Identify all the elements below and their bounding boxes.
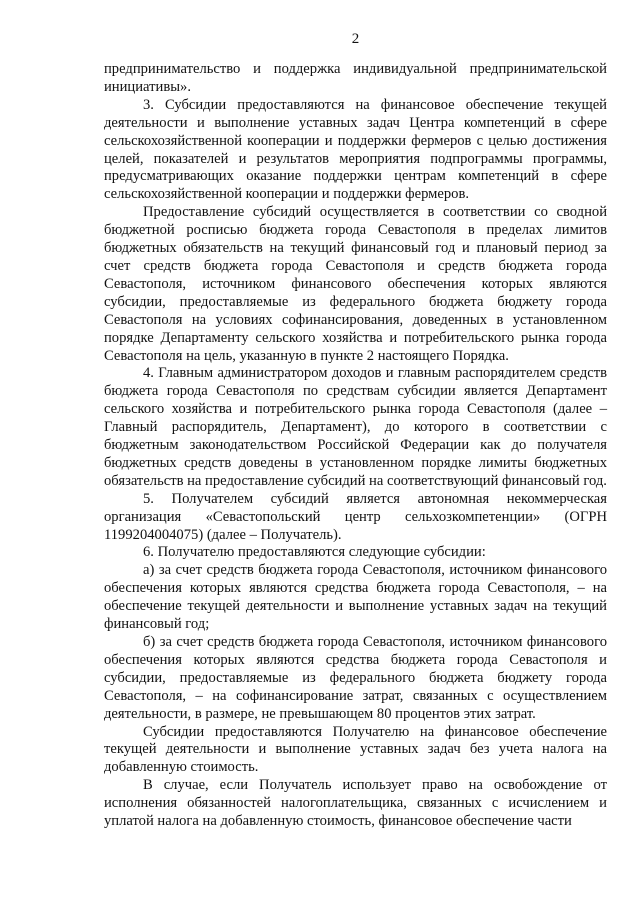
page-number: 2: [351, 31, 360, 47]
paragraph: 3. Субсидии предоставляются на финансовое обеспечение текущей деятельности и выполнение уставных задач Центра компетенций в сфере сельскохозяйственной кооперации и поддержки фермеров с целью достижения целей, показателей и результатов мероприятия подпрограммы программы, предусматривающих оказание поддержки центрам компетенций в сфере сельскохозяйственной кооперации и поддержки фермеров.: [104, 96, 607, 203]
paragraph: Предоставление субсидий осуществляется в соответствии со сводной бюджетной росписью бюджета города Севастополя в пределах лимитов бюджетных обязательств на текущий финансовый год и плановый период за счет средств бюджета города Севастополя и средств бюджета города Севастополя, источником финансового обеспечения которых являются субсидии, предоставляемые из федерального бюджета бюджету города Севастополя на условиях софинансирования, доведенных в установленном порядке Департаменту сельского хозяйства и потребительского рынка города Севастополя на цель, указанную в пункте 2 настоящего Порядка.: [104, 204, 607, 364]
paragraph: предпринимательство и поддержка индивидуальной предпринимательской инициативы».: [104, 61, 607, 95]
paragraph: б) за счет средств бюджета города Севастополя, источником финансового обеспечения которых являются средства бюджета города Севастополя и субсидии, предоставляемые из федерального бюджета бюджету города Севастополя, – на софинансирование затрат, связанных с осуществлением деятельности, в размере, не превышающем 80 процентов этих затрат.: [104, 634, 607, 722]
document-body: [104, 61, 607, 831]
paragraph: 4. Главным администратором доходов и главным распорядителем средств бюджета города Севастополя по средствам субсидии является Департамент сельского хозяйства и потребительского рынка города Севастополя (далее –Главный распорядитель, Департамент), до которого в соответствии с бюджетным законодательством Российской Федерации как до получателя бюджетных средств доведены в установленном порядке лимиты бюджетных обязательств на предоставление субсидий на соответствующий финансовый год.: [104, 365, 607, 489]
paragraph: В случае, если Получатель использует право на освобождение от исполнения обязанностей налогоплательщика, связанных с исчислением и уплатой налога на добавленную стоимость, финансовое обеспечение части: [104, 777, 607, 830]
paragraph: Субсидии предоставляются Получателю на финансовое обеспечение текущей деятельности и выполнение уставных задач без учета налога на добавленную стоимость.: [104, 723, 607, 776]
paragraph: 6. Получателю предоставляются следующие субсидии:: [143, 544, 486, 561]
paragraph: 5. Получателем субсидий является автономная некоммерческая организация «Севастопольский центр сельхозкомпетенции» (ОГРН 1199204004075) (далее – Получатель).: [104, 490, 607, 543]
paragraph: а) за счет средств бюджета города Севастополя, источником финансового обеспечения которых являются средства бюджета города Севастополя, – на обеспечение текущей деятельности и выполнение уставных задач на текущий финансовый год;: [104, 562, 607, 633]
